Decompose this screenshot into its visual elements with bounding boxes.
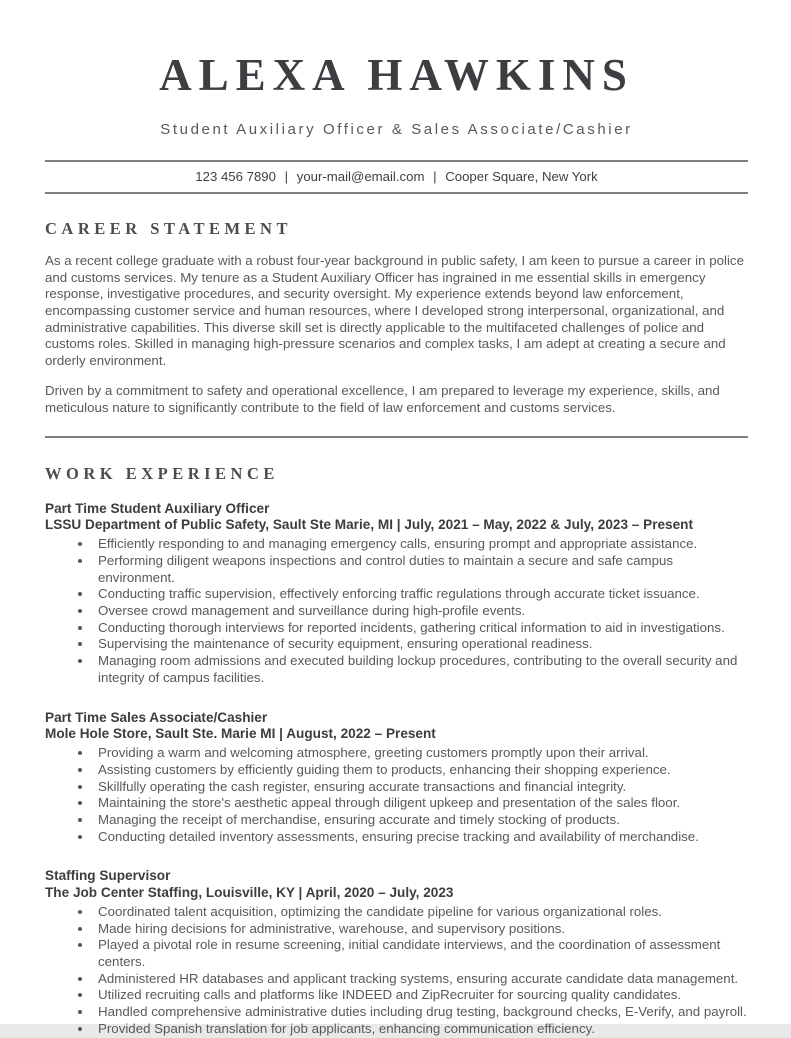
job-entry bbox=[45, 710, 748, 846]
job-bullet: • Efficiently responding to and managing emergency calls, ensuring prompt and appropriate assistance. bbox=[93, 536, 748, 553]
job-title-subtitle: Student Auxiliary Officer & Sales Associate/Cashier bbox=[160, 121, 633, 139]
job-bullet: • Managing the receipt of merchandise, ensuring accurate and timely stocking of products. bbox=[93, 812, 748, 829]
job-bullet: • Handled comprehensive administrative duties including drug testing, background checks, E-Verify, and payroll. bbox=[93, 1004, 748, 1021]
job-entry bbox=[45, 868, 748, 1037]
job-bullet-list bbox=[45, 745, 748, 845]
job-bullet: • Maintaining the store's aesthetic appeal through diligent upkeep and presentation of the sales floor. bbox=[93, 795, 748, 812]
contact-separator: | bbox=[284, 169, 289, 185]
job-bullet: • Administered HR databases and applicant tracking systems, ensuring accurate candidate data management. bbox=[93, 971, 748, 988]
job-bullet: • Skillfully operating the cash register, ensuring accurate transactions and financial integrity. bbox=[93, 779, 748, 796]
job-bullet: • Conducting traffic supervision, effectively enforcing traffic regulations through accurate ticket issuance. bbox=[93, 586, 748, 603]
job-company-line: The Job Center Staffing, Louisville, KY | April, 2020 – July, 2023 bbox=[45, 885, 454, 901]
job-title: Staffing Supervisor bbox=[45, 868, 171, 884]
job-bullet: • Assisting customers by efficiently guiding them to products, enhancing their shopping experience. bbox=[93, 762, 748, 779]
work-experience-heading: WORK EXPERIENCE bbox=[45, 463, 279, 483]
job-title: Part Time Sales Associate/Cashier bbox=[45, 709, 268, 725]
job-bullet: • Providing a warm and welcoming atmosphere, greeting customers promptly upon their arrival. bbox=[93, 745, 748, 762]
job-bullet-list bbox=[45, 904, 748, 1038]
career-statement-paragraph-2: Driven by a commitment to safety and operational excellence, I am prepared to leverage my experience, skills, and meticulous nature to significantly contribute to the field of law enforcement and customs services. bbox=[45, 383, 720, 415]
contact-bar bbox=[45, 160, 748, 194]
job-bullet-list bbox=[45, 536, 748, 686]
contact-phone: 123 456 7890 bbox=[195, 169, 276, 185]
person-name: ALEXA HAWKINS bbox=[159, 50, 634, 100]
section-divider bbox=[45, 436, 748, 438]
job-title: Part Time Student Auxiliary Officer bbox=[45, 500, 270, 516]
job-bullet: • Conducting detailed inventory assessments, ensuring precise tracking and availability of merchandise. bbox=[93, 829, 748, 846]
job-bullet: • Coordinated talent acquisition, optimizing the candidate pipeline for various organizational roles. bbox=[93, 904, 748, 921]
job-company-line: Mole Hole Store, Sault Ste. Marie MI | August, 2022 – Present bbox=[45, 726, 436, 742]
job-bullet: • Supervising the maintenance of security equipment, ensuring operational readiness. bbox=[93, 636, 748, 653]
job-bullet: • Provided Spanish translation for job applicants, enhancing communication efficiency. bbox=[93, 1021, 748, 1038]
job-bullet: • Utilized recruiting calls and platforms like INDEED and ZipRecruiter for sourcing quality candidates. bbox=[93, 987, 748, 1004]
contact-email: your-mail@email.com bbox=[296, 169, 425, 185]
job-bullet: • Oversee crowd management and surveillance during high-profile events. bbox=[93, 603, 748, 620]
career-statement-heading: CAREER STATEMENT bbox=[45, 219, 292, 239]
job-bullet: • Performing diligent weapons inspections and control duties to maintain a secure and safe campus environment. bbox=[93, 553, 748, 586]
contact-location: Cooper Square, New York bbox=[445, 169, 598, 185]
contact-separator: | bbox=[433, 169, 437, 185]
job-entry bbox=[45, 501, 748, 687]
job-bullet: • Made hiring decisions for administrative, warehouse, and supervisory positions. bbox=[93, 921, 748, 938]
job-company-line: LSSU Department of Public Safety, Sault Ste Marie, MI | July, 2021 – May, 2022 & July, 2023 – Present bbox=[45, 517, 693, 533]
job-bullet: • Conducting thorough interviews for reported incidents, gathering critical information to aid in investigations. bbox=[93, 620, 748, 637]
job-bullet: • Managing room admissions and executed building lockup procedures, contributing to the overall security and integrity of campus facilities. bbox=[93, 653, 748, 686]
job-bullet: • Played a pivotal role in resume screening, initial candidate interviews, and the coordination of assessment centers. bbox=[93, 937, 748, 970]
career-statement-paragraph-1: As a recent college graduate with a robust four-year background in public safety, I am keen to pursue a career in police and customs services. My tenure as a Student Auxiliary Officer has ingrained in me essential skills in emergency response, investigative procedures, and security oversight. My experience extends beyond law enforcement, encompassing customer service and human resources, where I developed strong interpersonal, organizational, and administrative capabilities. This diverse skill set is directly applicable to the multifaceted challenges of police and customs roles. Skilled in managing high-pressure scenarios and complex tasks, I am adept at creating a secure and orderly environment. bbox=[45, 253, 744, 368]
